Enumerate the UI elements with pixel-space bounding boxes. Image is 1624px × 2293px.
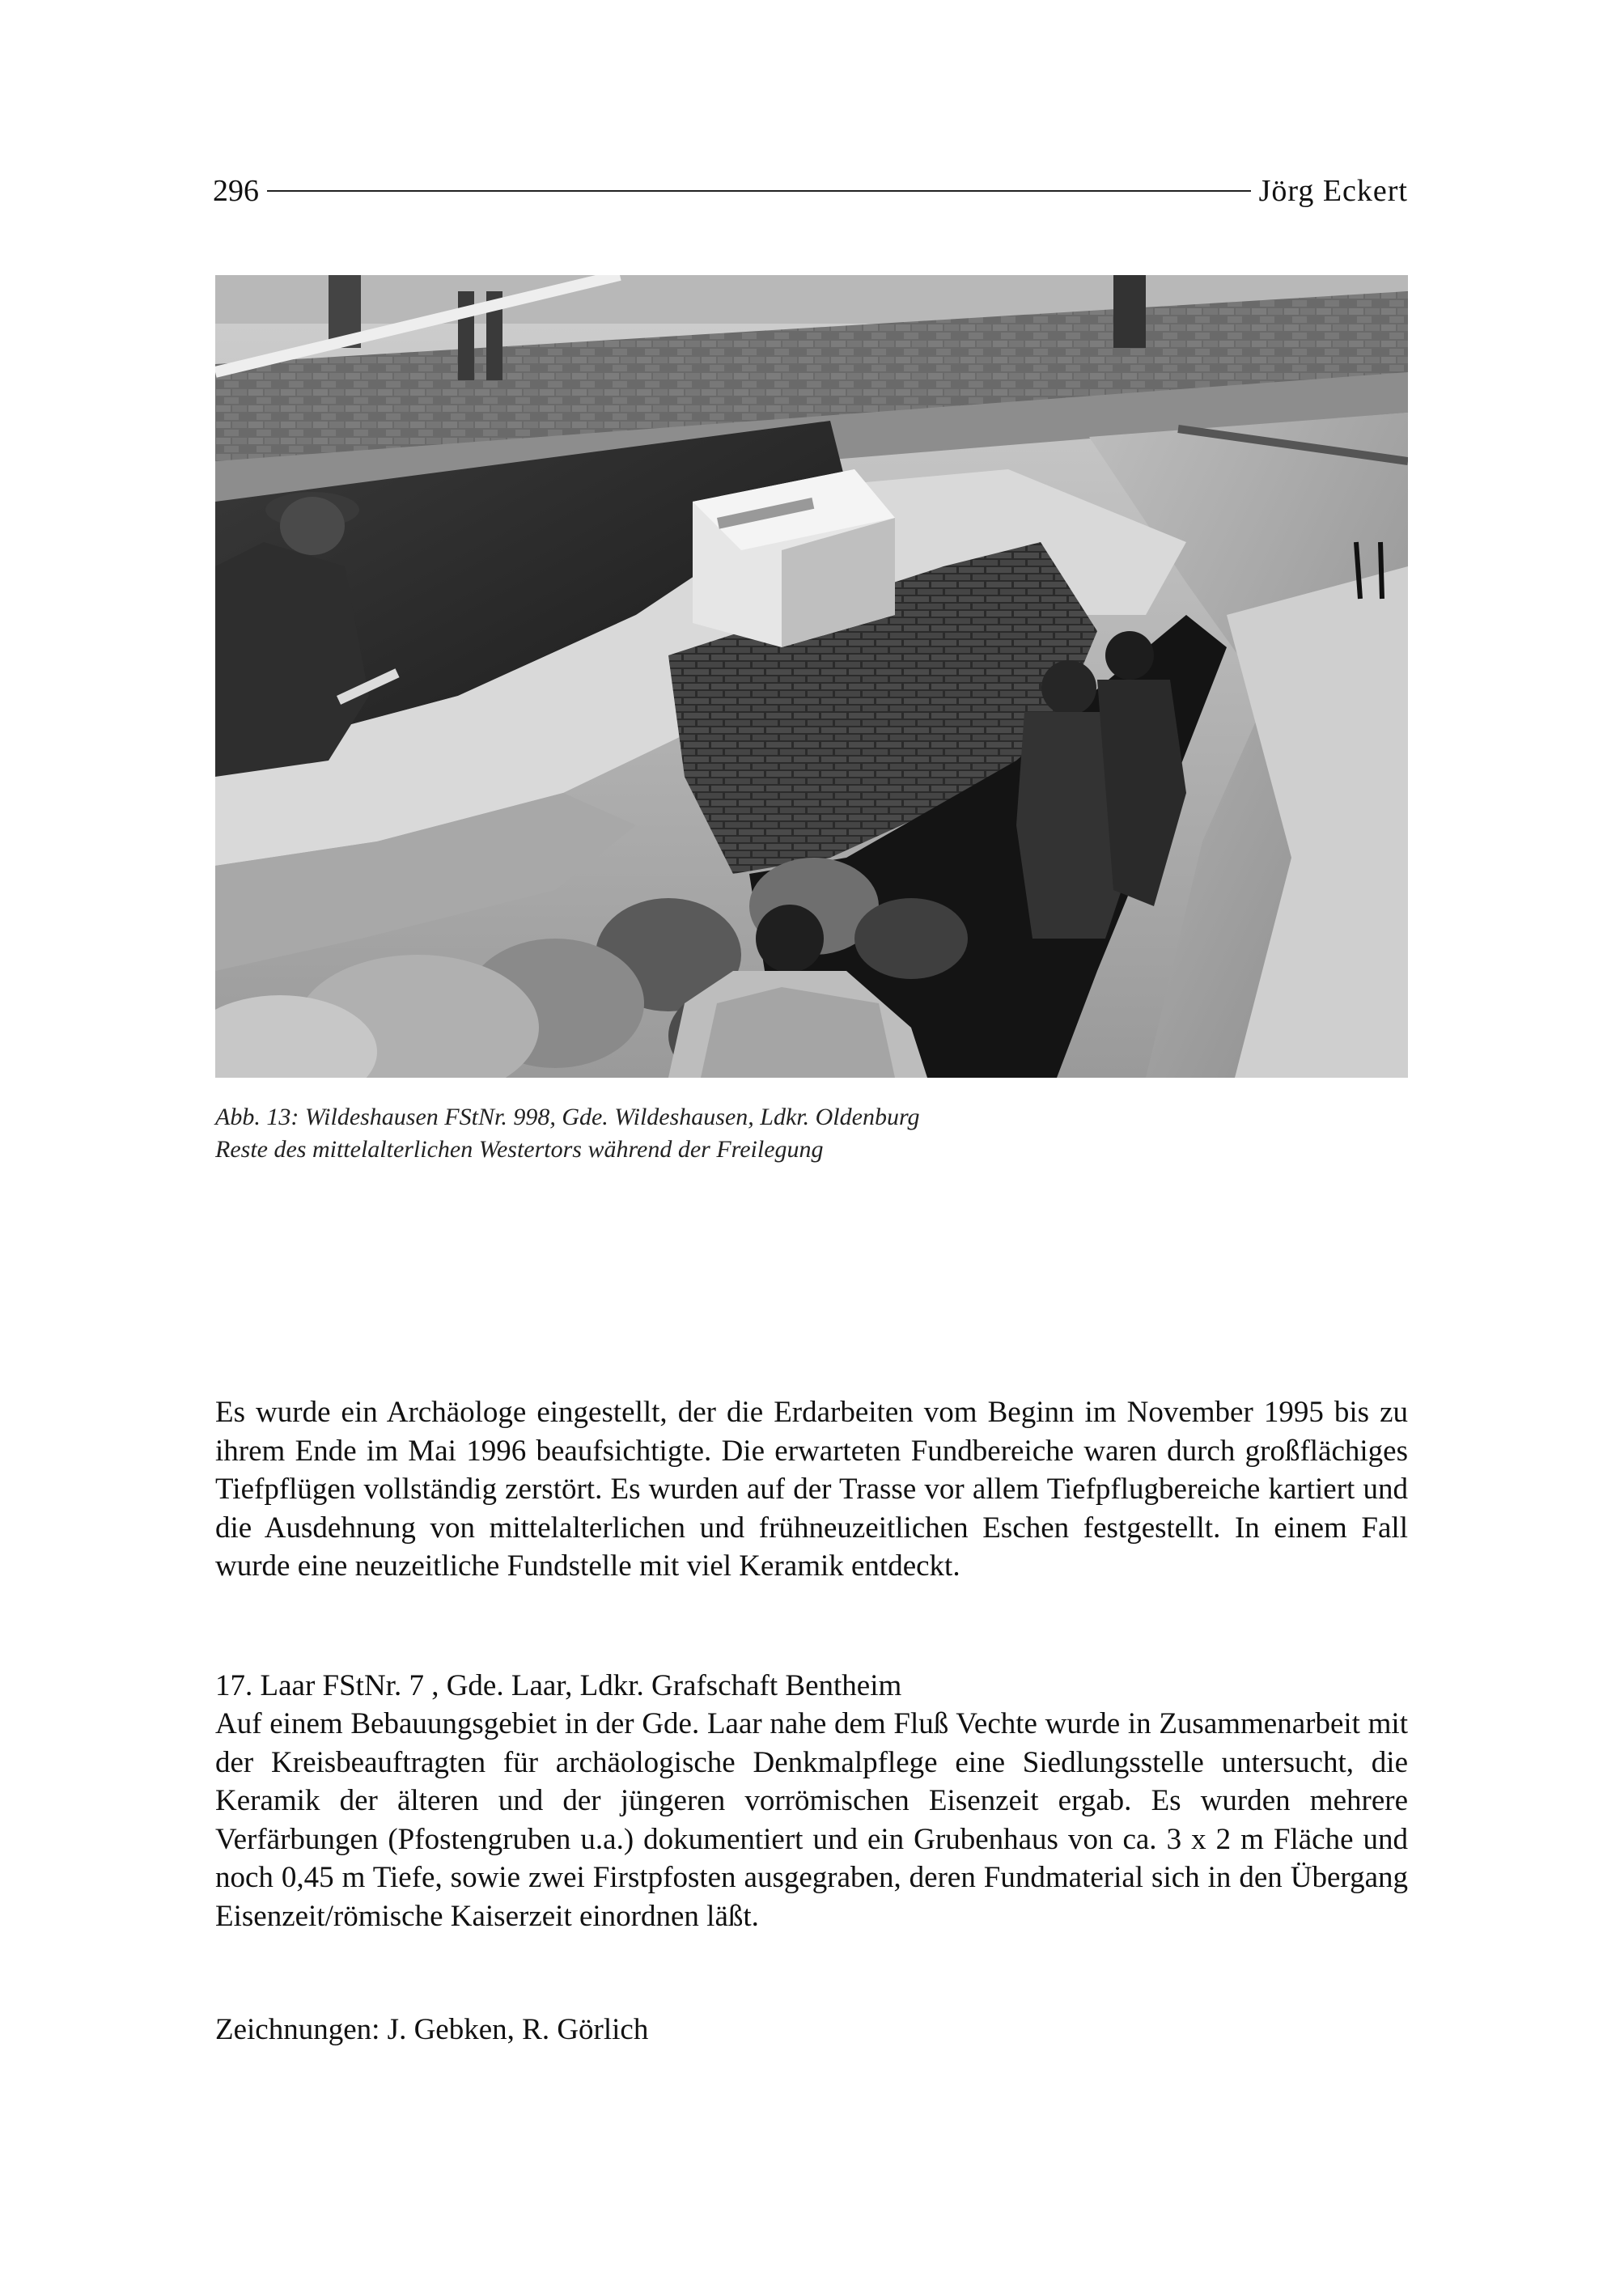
figure-caption-line-1: Abb. 13: Wildeshausen FStNr. 998, Gde. Wildeshausen, Ldkr. Oldenburg xyxy=(215,1104,920,1130)
page-header xyxy=(213,172,1408,210)
excavation-photo xyxy=(215,275,1408,1078)
header-rule xyxy=(267,190,1251,192)
figure-caption-line-2: Reste des mittelalterlichen Westertors während der Freilegung xyxy=(215,1136,824,1163)
page-number: 296 xyxy=(213,174,259,208)
body-paragraph-1: Es wurde ein Archäologe eingestellt, der die Erdarbeiten vom Beginn im November 1995 bis zu ihrem Ende im Mai 1996 beaufsichtigte. Die erwarteten Fundbereiche waren durch großflächiges Tiefpflügen vollständig zerstört. Es wurden auf der Trasse vor allem Tiefpflugbereiche kartiert und die Ausdehnung von mittelalterlichen und frühneuzeitlichen Eschen festgestellt. In einem Fall wurde eine neuzeitliche Fundstelle mit viel Keramik entdeckt. xyxy=(215,1396,1408,1583)
drawing-credits: Zeichnungen: J. Gebken, R. Görlich xyxy=(215,2013,649,2046)
figure-caption xyxy=(215,1101,1408,1166)
body-paragraph-2: Auf einem Bebauungsgebiet in der Gde. Laar nahe dem Fluß Vechte wurde in Zusammenarbeit mit der Kreisbeauftragten für archäologische Denkmalpflege eine Siedlungsstelle untersucht, die Keramik der älteren und der jüngeren vorrömischen Eisenzeit ergab. Es wurden mehrere Verfärbungen (Pfostengruben u.a.) dokumentiert und ein Grubenhaus von ca. 3 x 2 m Fläche und noch 0,45 m Tiefe, sowie zwei Firstpfosten ausgegraben, deren Fundmaterial sich in den Übergang Eisenzeit/römische Kaiserzeit einordnen läßt. xyxy=(215,1707,1408,1933)
running-head-author: Jörg Eckert xyxy=(1258,174,1408,208)
section-heading: 17. Laar FStNr. 7 , Gde. Laar, Ldkr. Grafschaft Bentheim xyxy=(215,1669,902,1702)
